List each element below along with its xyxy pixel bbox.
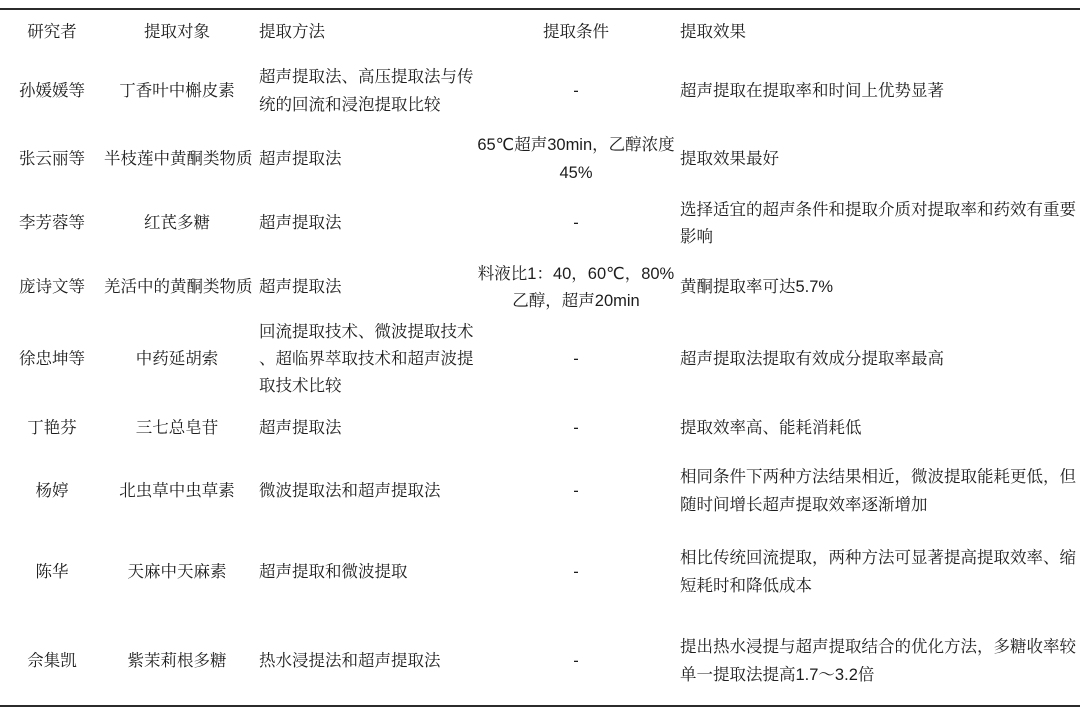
cell-effect: 黄酮提取率可达5.7% — [680, 278, 834, 297]
cell-condition: - — [573, 482, 579, 501]
cell-method: 热水浸提法和超声提取法 — [259, 652, 441, 671]
cell-researcher: 李芳蓉等 — [19, 214, 85, 233]
cell-method: 超声提取法、高压提取法与传统的回流和浸泡提取比较 — [259, 68, 474, 114]
cell-target: 半枝莲中黄酮类物质 — [104, 149, 253, 168]
cell-condition: - — [573, 563, 579, 582]
cell-target: 丁香叶中槲皮素 — [119, 81, 235, 100]
table-row — [0, 619, 1080, 706]
header-row — [0, 9, 1080, 55]
cell-target: 三七总皂苷 — [135, 419, 219, 438]
table-row — [0, 191, 1080, 257]
cell-effect: 选择适宜的超声条件和提取介质对提取率和药效有重要影响 — [680, 200, 1076, 246]
cell-target: 羌活中的黄酮类物质 — [104, 278, 253, 297]
cell-researcher: 孙媛媛等 — [19, 81, 85, 100]
cell-method: 超声提取和微波提取 — [259, 563, 408, 582]
table-row — [0, 401, 1080, 457]
cell-method: 超声提取法 — [259, 278, 342, 297]
cell-effect: 超声提取法提取有效成分提取率最高 — [680, 350, 944, 369]
cell-method: 回流提取技术、微波提取技术、超临界萃取技术和超声波提取技术比较 — [259, 323, 474, 396]
column-header-condition: 提取条件 — [543, 22, 609, 41]
cell-effect: 相同条件下两种方法结果相近，微波提取能耗更低，但随时间增长超声提取效率逐渐增加 — [680, 468, 1076, 514]
cell-target: 中药延胡索 — [135, 350, 219, 369]
cell-target: 红芪多糖 — [144, 214, 210, 233]
cell-condition: - — [573, 350, 579, 369]
cell-researcher: 杨婷 — [35, 482, 69, 501]
cell-method: 超声提取法 — [259, 149, 342, 168]
cell-researcher: 张云丽等 — [19, 149, 85, 168]
column-header-method: 提取方法 — [259, 22, 325, 41]
cell-researcher: 陈华 — [35, 563, 69, 582]
cell-method: 微波提取法和超声提取法 — [259, 482, 441, 501]
cell-target: 天麻中天麻素 — [127, 563, 227, 582]
extraction-comparison-table — [0, 8, 1080, 707]
cell-condition: 料液比1：40，60℃，80%乙醇，超声20min — [477, 264, 675, 310]
table-row — [0, 527, 1080, 619]
column-header-target: 提取对象 — [144, 22, 210, 41]
table-body — [0, 55, 1080, 706]
table-row — [0, 457, 1080, 527]
cell-condition: - — [573, 419, 579, 438]
cell-effect: 提取效率高、能耗消耗低 — [680, 419, 862, 438]
cell-researcher: 佘集凯 — [27, 652, 77, 671]
cell-effect: 相比传统回流提取，两种方法可显著提高提取效率、缩短耗时和降低成本 — [680, 549, 1076, 595]
cell-condition: - — [573, 214, 579, 233]
cell-condition: - — [573, 81, 579, 100]
cell-method: 超声提取法 — [259, 214, 342, 233]
cell-researcher: 丁艳芬 — [27, 419, 77, 438]
table-row — [0, 319, 1080, 401]
cell-method: 超声提取法 — [259, 419, 342, 438]
table-row — [0, 257, 1080, 319]
column-header-effect: 提取效果 — [680, 22, 746, 41]
table-header — [0, 9, 1080, 55]
column-header-researcher: 研究者 — [27, 22, 77, 41]
table-row — [0, 128, 1080, 191]
cell-researcher: 徐忠坤等 — [19, 350, 85, 369]
cell-effect: 提出热水浸提与超声提取结合的优化方法，多糖收率较单一提取法提高1.7～3.2倍 — [680, 638, 1076, 684]
cell-effect: 超声提取在提取率和时间上优势显著 — [680, 81, 944, 100]
cell-effect: 提取效果最好 — [680, 149, 779, 168]
cell-target: 北虫草中虫草素 — [119, 482, 235, 501]
cell-target: 紫茉莉根多糖 — [127, 652, 227, 671]
cell-condition: 65℃超声30min，乙醇浓度45% — [477, 136, 675, 182]
cell-condition: - — [573, 652, 579, 671]
cell-researcher: 庞诗文等 — [19, 278, 85, 297]
table-row — [0, 55, 1080, 128]
